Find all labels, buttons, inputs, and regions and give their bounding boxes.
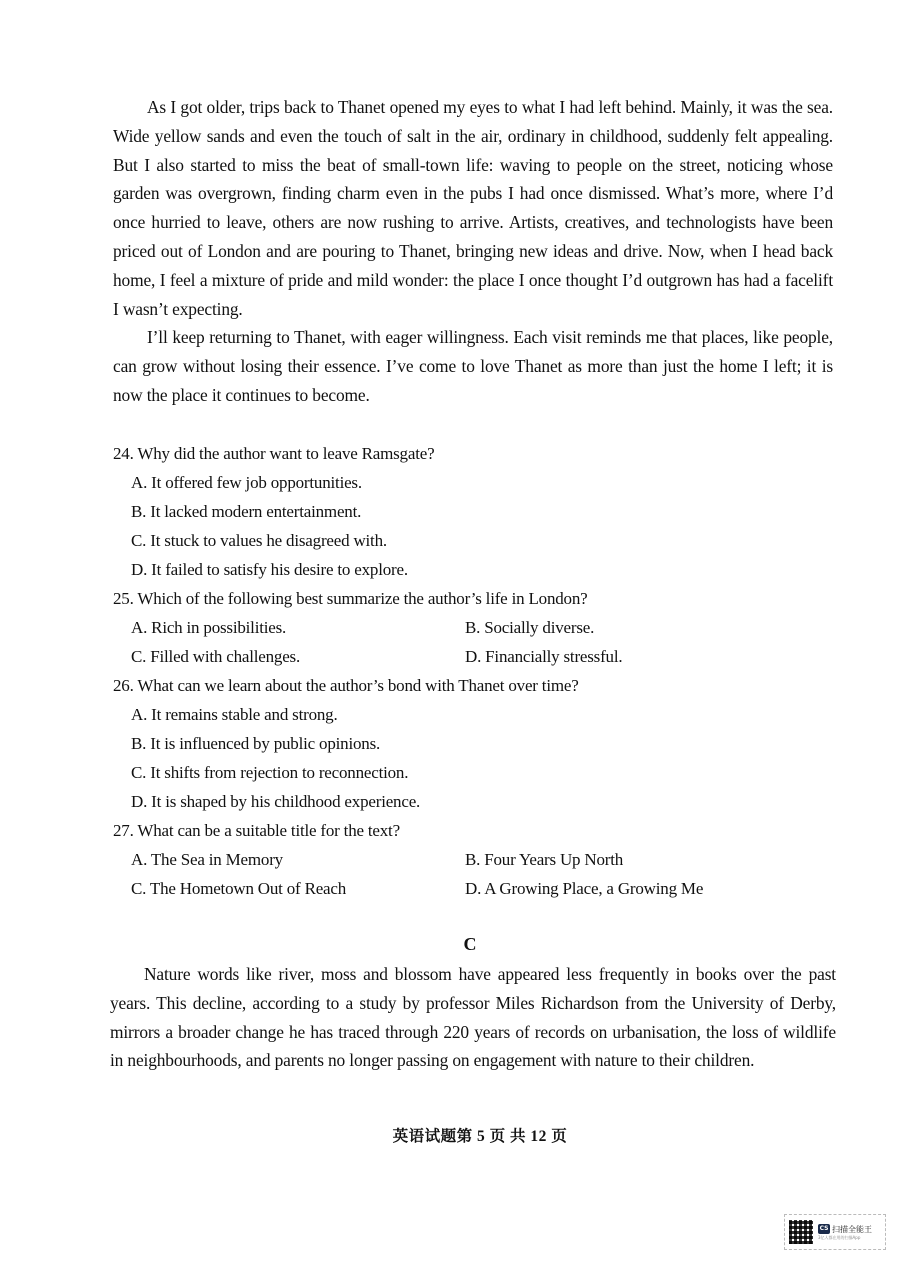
q24-option-d: D. It failed to satisfy his desire to explore. bbox=[131, 560, 408, 579]
paragraph-text: I’ll keep returning to Thanet, with eager willingness. Each visit reminds me that places, like people, can grow without losing their essence. I’ve come to love Thanet as more than just the home I left; it is now the place it continues to become. bbox=[113, 327, 833, 405]
q26-option-c: C. It shifts from rejection to reconnection. bbox=[131, 763, 409, 782]
question-24-stem: 24. Why did the author want to leave Ramsgate? bbox=[113, 444, 435, 463]
q24-option-c: C. It stuck to values he disagreed with. bbox=[131, 531, 387, 550]
q26-option-b: B. It is influenced by public opinions. bbox=[131, 734, 381, 753]
page-footer: 英语试题第 5 页 共 12 页 bbox=[392, 1128, 568, 1145]
q26-option-d: D. It is shaped by his childhood experience. bbox=[131, 792, 421, 811]
watermark-title: 扫描全能王 bbox=[832, 1224, 872, 1234]
q24-option-a: A. It offered few job opportunities. bbox=[131, 473, 362, 492]
q24-option-b: B. It lacked modern entertainment. bbox=[131, 502, 362, 521]
q27-option-c: C. The Hometown Out of Reach bbox=[131, 879, 347, 898]
paragraph-text: As I got older, trips back to Thanet opened my eyes to what I had left behind. Mainly, it was the sea. Wide yellow sands and even the touch of salt in the air, ordinary in childhood, suddenly felt appealing. But I also started to miss the beat of small-town life: waving to people on the street, noticing whose garden was overgrown, finding charm even in the pubs I had once dismissed. What’s more, where I’d once hurried to leave, others are now rushing to arrive. Artists, creatives, and technologists have been priced out of London and are pouring to Thanet, bringing new ideas and drive. Now, when I head back home, I feel a mixture of pride and mild wonder: the place I once thought I’d outgrown has had a facelift I wasn’t expecting. bbox=[113, 97, 833, 319]
camscanner-logo-icon: CS bbox=[819, 1225, 829, 1232]
section-title-c: C bbox=[463, 934, 477, 954]
passage-paragraph bbox=[113, 93, 833, 323]
question-26-stem: 26. What can we learn about the author’s bond with Thanet over time? bbox=[113, 676, 579, 695]
q27-option-d: D. A Growing Place, a Growing Me bbox=[465, 879, 704, 898]
q27-option-a: A. The Sea in Memory bbox=[131, 850, 283, 869]
q27-option-b: B. Four Years Up North bbox=[465, 850, 624, 869]
q25-option-b: B. Socially diverse. bbox=[465, 618, 595, 637]
q26-option-a: A. It remains stable and strong. bbox=[131, 705, 338, 724]
passage-paragraph bbox=[110, 960, 836, 1075]
scanner-watermark bbox=[784, 1214, 886, 1250]
qr-code-icon bbox=[789, 1220, 813, 1244]
paragraph-text: Nature words like river, moss and blossom have appeared less frequently in books over the past years. This decline, according to a study by professor Miles Richardson from the University of Derby, mirrors a broader change he has traced through 220 years of records on urbanisation, the loss of wildlife in neighbourhoods, and parents no longer passing on engagement with nature to their children. bbox=[110, 964, 836, 1071]
q25-option-c: C. Filled with challenges. bbox=[131, 647, 301, 666]
question-25-stem: 25. Which of the following best summarize the author’s life in London? bbox=[113, 589, 588, 608]
watermark-subtitle: 3亿人都在用的扫描App bbox=[818, 1234, 861, 1240]
q25-option-a: A. Rich in possibilities. bbox=[131, 618, 287, 637]
passage-paragraph bbox=[113, 323, 833, 409]
question-27-stem: 27. What can be a suitable title for the text? bbox=[113, 821, 400, 840]
q25-option-d: D. Financially stressful. bbox=[465, 647, 623, 666]
